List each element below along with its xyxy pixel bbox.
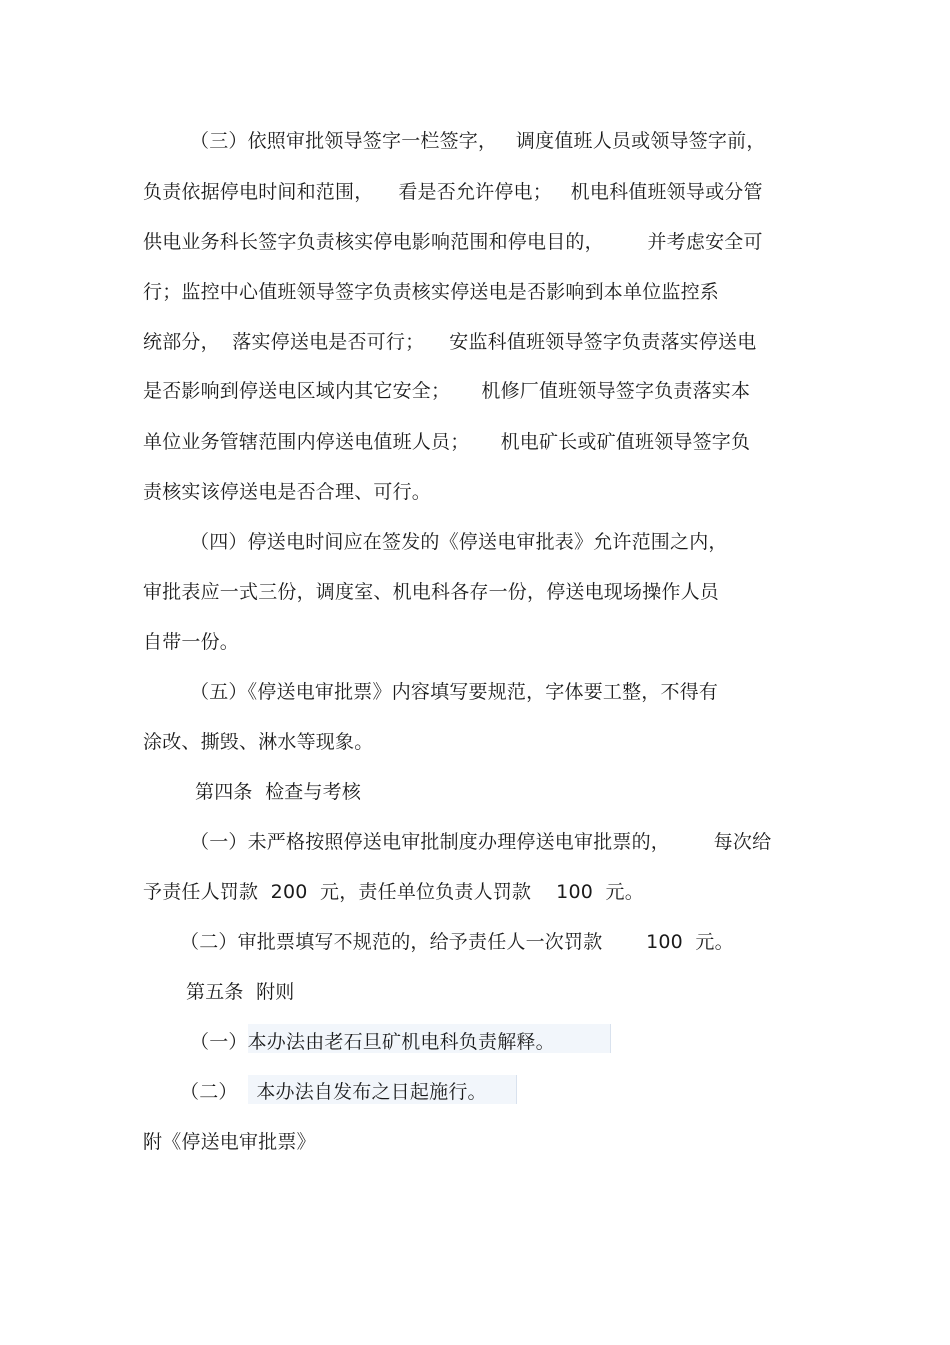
article-heading: 第四条 检查与考核 (195, 781, 362, 803)
paragraph-line: 责核实该停送电是否合理、可行。 (143, 481, 432, 503)
paragraph-line: （二）审批票填写不规范的，给予责任人一次罚款 100 元。 (180, 931, 734, 953)
paragraph-line: 涂改、撕毁、淋水等现象。 (143, 731, 374, 753)
paragraph-line: （二） 本办法自发布之日起施行。 (180, 1081, 487, 1103)
paragraph-line: （三）依照审批领导签字一栏签字， 调度值班人员或领导签字前， (190, 130, 766, 152)
paragraph-line: （五）《停送电审批票》内容填写要规范，字体要工整，不得有 (190, 681, 719, 703)
paragraph-line: 予责任人罚款 200 元，责任单位负责人罚款 100 元。 (143, 881, 644, 903)
paragraph-line: 自带一份。 (143, 631, 240, 653)
paragraph-line: 审批表应一式三份，调度室、机电科各存一份，停送电现场操作人员 (143, 581, 720, 603)
article-heading: 第五条 附则 (186, 981, 295, 1003)
paragraph-line: （一）本办法由老石旦矿机电科负责解释。 (190, 1031, 555, 1053)
paragraph-line: （四）停送电时间应在签发的《停送电审批表》允许范围之内， (190, 531, 728, 553)
paragraph-line: （一）未严格按照停送电审批制度办理停送电审批票的， 每次给 (190, 831, 772, 853)
attachment-line: 附《停送电审批票》 (143, 1131, 316, 1153)
paragraph-line: 负责依据停电时间和范围， 看是否允许停电； 机电科值班领导或分管 (143, 181, 763, 203)
paragraph-line: 单位业务管辖范围内停送电值班人员； 机电矿长或矿值班领导签字负 (143, 431, 751, 453)
paragraph-line: 供电业务科长签字负责核实停电影响范围和停电目的， 并考虑安全可 (143, 231, 763, 253)
paragraph-line: 是否影响到停送电区域内其它安全； 机修厂值班领导签字负责落实本 (143, 380, 751, 402)
paragraph-line: 统部分， 落实停送电是否可行； 安监科值班领导签字负责落实停送电 (143, 331, 757, 353)
paragraph-line: 行；监控中心值班领导签字负责核实停送电是否影响到本单位监控系 (143, 281, 720, 303)
